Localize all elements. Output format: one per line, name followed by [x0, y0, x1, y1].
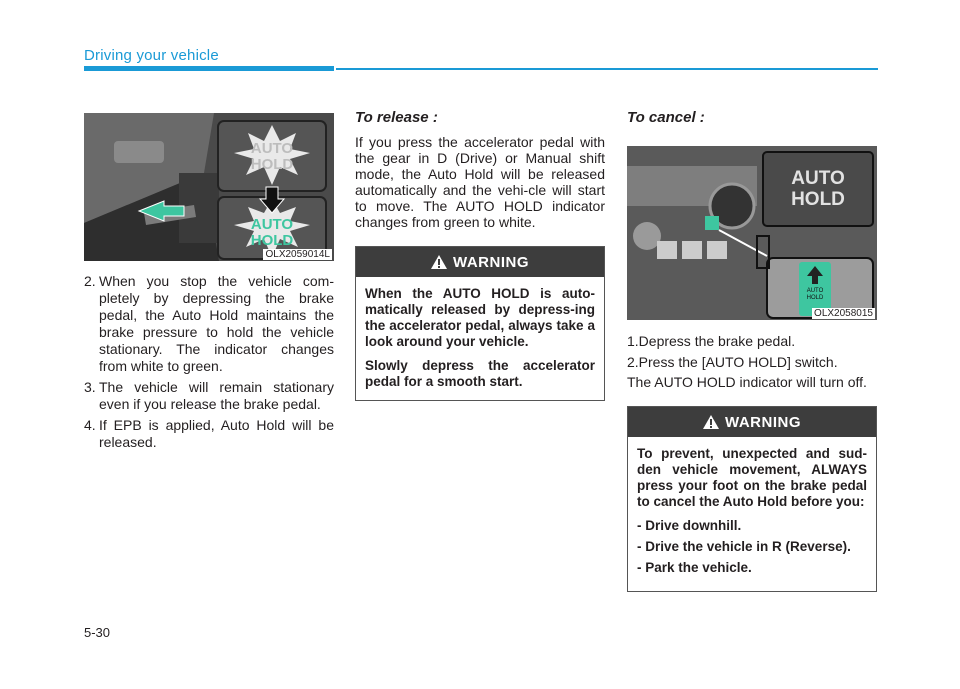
release-heading: To release : [355, 109, 438, 126]
section-title: Driving your vehicle [84, 47, 219, 64]
cancel-heading: To cancel : [627, 109, 705, 126]
page-number: 5-30 [84, 625, 111, 640]
list-item: 4. If EPB is applied, Auto Hold will be released. [84, 417, 334, 450]
cancel-steps [627, 332, 877, 371]
header-rule-thick [84, 66, 334, 71]
warning-header [628, 407, 876, 437]
cancel-body: The AUTO HOLD indicator will turn off. [627, 374, 867, 390]
figure-code: OLX2059014L [265, 249, 330, 260]
steps-list [84, 273, 334, 451]
switch-label: AUTO HOLD [806, 288, 824, 301]
list-item: - Drive the vehicle in R (Reverse). [637, 539, 851, 554]
column-left [84, 113, 334, 455]
small-switch-highlight [705, 216, 719, 230]
warning-triangle-icon [703, 415, 719, 429]
warning-paragraph: To prevent, unexpected and sud-den vehicle movement, ALWAYS press your foot on the brake pedal to cancel the Auto Hold before you: [637, 446, 867, 509]
warning-title: WARNING [453, 253, 529, 271]
list-item: 3. The vehicle will remain stationary even if you release the brake pedal. [84, 379, 334, 412]
warning-triangle-icon [431, 255, 447, 269]
auto-hold-switch-illustration [627, 146, 877, 320]
warning-header [356, 247, 604, 277]
list-item: - Park the vehicle. [637, 560, 752, 575]
indicator-label-green: AUTO HOLD [250, 216, 294, 249]
list-item: - Drive downhill. [637, 518, 742, 533]
list-item: 2.Press the [AUTO HOLD] switch. [627, 354, 838, 370]
warning-list [637, 518, 867, 576]
column-right [627, 108, 877, 592]
warning-body [628, 437, 876, 591]
figure-code: OLX2058015 [814, 308, 873, 319]
warning-box-cancel [627, 406, 877, 592]
warning-body [356, 277, 604, 400]
indicator-label: AUTO HOLD [791, 168, 845, 210]
warning-paragraph: When the AUTO HOLD is auto-matically released by depress-ing the accelerator pedal, always take a look around your vehicle. [365, 286, 595, 349]
header-rule-thin [336, 68, 878, 70]
indicator-label-white: AUTO HOLD [250, 140, 294, 173]
auto-hold-pedal-illustration [84, 113, 334, 261]
release-body: If you press the accelerator pedal with the gear in D (Drive) or Manual shift mode, the Auto Hold will be released automatically and the vehi-cle will start to move. The AUTO HOLD indicator changes from green to white. [355, 134, 605, 230]
vent-icon [114, 141, 164, 163]
warning-box-release [355, 246, 605, 401]
warning-title: WARNING [725, 413, 801, 431]
list-item: 2. When you stop the vehicle com-pletely by depressing the brake pedal, the Auto Hold maintains the brake pressure to hold the vehicle stationary. The indicator changes from white to green. [84, 273, 334, 374]
column-middle [355, 108, 605, 401]
list-item: 1.Depress the brake pedal. [627, 333, 796, 349]
warning-paragraph: Slowly depress the accelerator pedal for a smooth start. [365, 358, 595, 389]
